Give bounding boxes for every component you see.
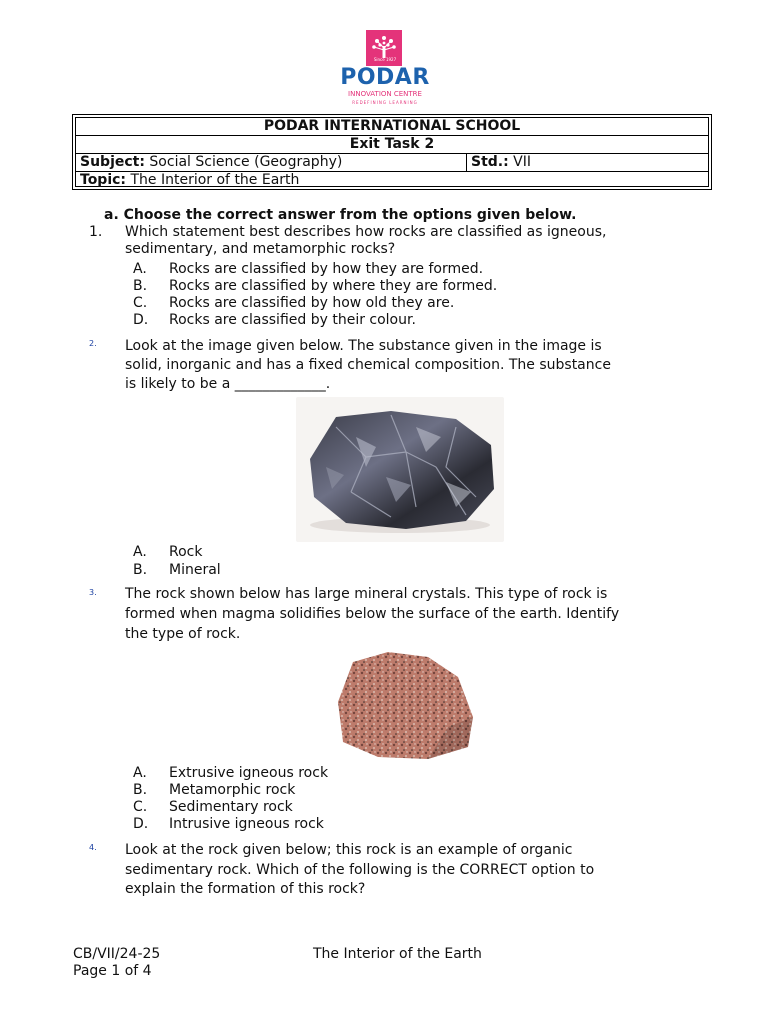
mineral-photo <box>296 397 504 542</box>
q4-text-line2: sedimentary rock. Which of the following is the CORRECT option to <box>125 862 595 878</box>
school-logo <box>335 28 435 110</box>
q1-option-text: Rocks are classified by how old they are. <box>169 295 455 311</box>
logo-name: PODAR <box>340 65 430 90</box>
q2-option-letter: B. <box>133 562 148 578</box>
q2-option-letter: A. <box>133 544 147 560</box>
q3-text-line3: the type of rock. <box>125 626 241 642</box>
topic-value: The Interior of the Earth <box>130 172 300 188</box>
subject-cell <box>76 154 467 171</box>
q3-option-text: Intrusive igneous rock <box>169 816 324 832</box>
q3-option-text: Sedimentary rock <box>169 799 293 815</box>
school-name: PODAR INTERNATIONAL SCHOOL <box>76 118 708 136</box>
q2-text-line2: solid, inorganic and has a fixed chemical composition. The substance <box>125 357 611 373</box>
q1-option-text: Rocks are classified by how they are formed. <box>169 261 484 277</box>
logo-subtitle: INNOVATION CENTRE <box>348 90 422 98</box>
q1-option-letter: D. <box>133 312 149 328</box>
q3-option-text: Extrusive igneous rock <box>169 765 329 781</box>
std-cell <box>467 154 531 171</box>
footer-page: Page 1 of 4 <box>73 963 152 979</box>
q1-option-letter: A. <box>133 261 147 277</box>
q1-text-line1: Which statement best describes how rocks are classified as igneous, <box>125 224 607 240</box>
topic-label: Topic: <box>80 172 127 188</box>
q2-option-text: Mineral <box>169 562 221 578</box>
q1-number: 1. <box>89 224 103 240</box>
logo-tagline: REDEFINING LEARNING <box>352 100 418 105</box>
q1-option-letter: C. <box>133 295 148 311</box>
granite-photo <box>328 647 480 765</box>
q4-text-line1: Look at the rock given below; this rock is an example of organic <box>125 842 573 858</box>
std-label: Std.: <box>471 154 509 170</box>
footer-title: The Interior of the Earth <box>313 946 482 962</box>
q3-option-letter: D. <box>133 816 149 832</box>
q2-text-line3: is likely to be a _____________. <box>125 376 331 392</box>
section-heading: a. Choose the correct answer from the options given below. <box>104 207 577 223</box>
q3-text-line2: formed when magma solidifies below the surface of the earth. Identify <box>125 606 620 622</box>
q1-option-letter: B. <box>133 278 148 294</box>
q2-text-line1: Look at the image given below. The substance given in the image is <box>125 338 602 354</box>
q1-text-line2: sedimentary, and metamorphic rocks? <box>125 241 396 257</box>
q3-number: 3. <box>89 588 97 597</box>
topic-cell <box>76 172 299 189</box>
logo-since: Since 1927 <box>373 57 397 62</box>
topic-row <box>76 172 708 189</box>
std-value: VII <box>513 154 532 170</box>
q1-option-text: Rocks are classified by where they are formed. <box>169 278 498 294</box>
footer-code: CB/VII/24-25 <box>73 946 161 962</box>
q3-option-letter: B. <box>133 782 148 798</box>
q3-text-line1: The rock shown below has large mineral crystals. This type of rock is <box>125 586 608 602</box>
q4-text-line3: explain the formation of this rock? <box>125 881 366 897</box>
subject-label: Subject: <box>80 154 145 170</box>
q1-option-text: Rocks are classified by their colour. <box>169 312 416 328</box>
q3-option-letter: C. <box>133 799 148 815</box>
q2-option-text: Rock <box>169 544 203 560</box>
subject-value: Social Science (Geography) <box>149 154 343 170</box>
q3-option-text: Metamorphic rock <box>169 782 296 798</box>
task-title: Exit Task 2 <box>76 136 708 154</box>
q4-number: 4. <box>89 843 97 852</box>
subject-row <box>76 154 708 172</box>
q2-number: 2. <box>89 339 97 348</box>
header-table <box>72 114 712 190</box>
q3-option-letter: A. <box>133 765 147 781</box>
